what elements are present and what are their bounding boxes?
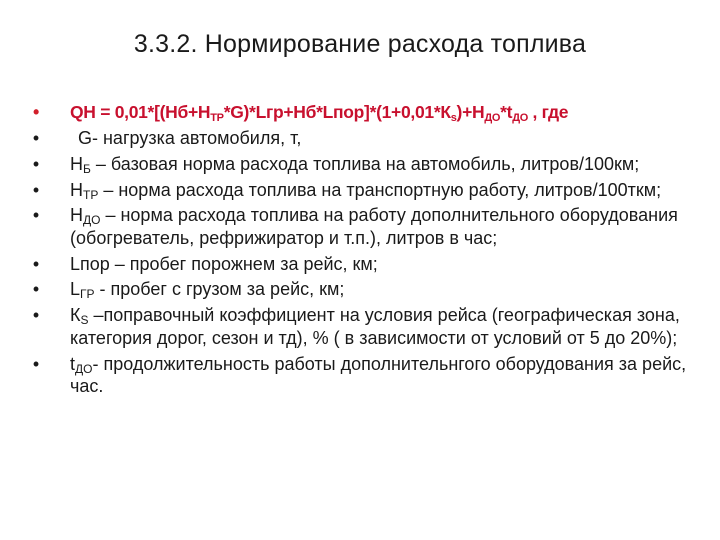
bullet-lgr — [26, 278, 706, 301]
bullet-ks — [26, 304, 706, 349]
formula-sub-do-1: ДО — [484, 112, 501, 124]
bullet-lpor — [26, 253, 706, 276]
bullet-ndo — [26, 204, 706, 249]
bullet-dot-icon: • — [32, 179, 40, 200]
bullet-lpor-text: Lпор – пробег порожнем за рейс, км; — [70, 253, 378, 274]
bullet-ntr-text: – норма расхода топлива на транспортную работу, литров/100ткм; — [98, 179, 662, 200]
bullet-nb-symbol: Н — [70, 153, 83, 174]
bullet-tdo-symbol: t — [70, 353, 76, 374]
bullet-tdo-sub: ДО — [75, 361, 93, 376]
bullet-dot-icon: • — [32, 305, 40, 326]
bullet-tdo-text: - продолжительность работы дополнительнгого оборудования за рейс, час. — [70, 353, 687, 397]
bullet-tdo — [26, 353, 706, 398]
bullet-g-text: G- нагрузка автомобиля, т, — [78, 128, 302, 148]
bullet-nb-text: – базовая норма расхода топлива на автомобиль, литров/100км; — [90, 153, 640, 174]
bullet-dot-icon: • — [32, 102, 39, 122]
formula-part-3: )+Н — [456, 102, 485, 122]
bullet-ks-text: –поправочный коэффициент на условия рейса (географическая зона, категория дорог, сезон и тд), % ( в зависимости от условий от 5 до 20%); — [70, 305, 680, 348]
bullet-lgr-text: - пробег с грузом за рейс, км; — [94, 279, 345, 300]
bullet-ndo-symbol: Н — [70, 205, 83, 226]
bullet-dot-icon: • — [32, 205, 40, 226]
formula-sub-do-2: ДО — [512, 112, 528, 124]
bullet-lgr-symbol: L — [70, 279, 81, 300]
bullet-formula — [26, 101, 706, 124]
bullet-nb-sub: Б — [83, 161, 91, 176]
bullet-dot-icon: • — [32, 128, 40, 148]
bullet-ks-symbol: К — [70, 305, 81, 326]
formula-part-5: , где — [527, 102, 569, 122]
formula-part-4: *t — [500, 102, 513, 122]
bullet-dot-icon: • — [32, 153, 40, 174]
bullet-ndo-text: – норма расхода топлива на работу дополнительного оборудования (обогреватель, рефрижиратор и т.п.), литров в час; — [70, 205, 678, 248]
formula-sub-tr: ТР — [210, 112, 224, 124]
formula-sub-s: s — [450, 112, 457, 124]
bullet-g — [26, 127, 706, 150]
bullet-ndo-sub: ДО — [83, 213, 101, 228]
bullet-lgr-sub: ГР — [80, 287, 95, 302]
bullet-ntr-symbol: Н — [70, 179, 83, 200]
slide-title: 3.3.2. Нормирование расхода топлива — [133, 30, 587, 58]
bullet-ntr-sub: ТР — [83, 187, 99, 202]
bullet-dot-icon: • — [32, 279, 40, 300]
formula-part-1: QН = 0,01*[(Нб+Н — [70, 102, 211, 122]
bullet-nb — [26, 153, 706, 176]
bullet-ks-sub: S — [80, 313, 89, 328]
bullet-dot-icon: • — [32, 353, 40, 374]
bullet-ntr — [26, 179, 706, 202]
bullet-dot-icon: • — [32, 253, 40, 274]
bullet-list — [26, 101, 706, 401]
formula-part-2: *G)*Lгр+Нб*Lпор]*(1+0,01*К — [223, 102, 451, 122]
